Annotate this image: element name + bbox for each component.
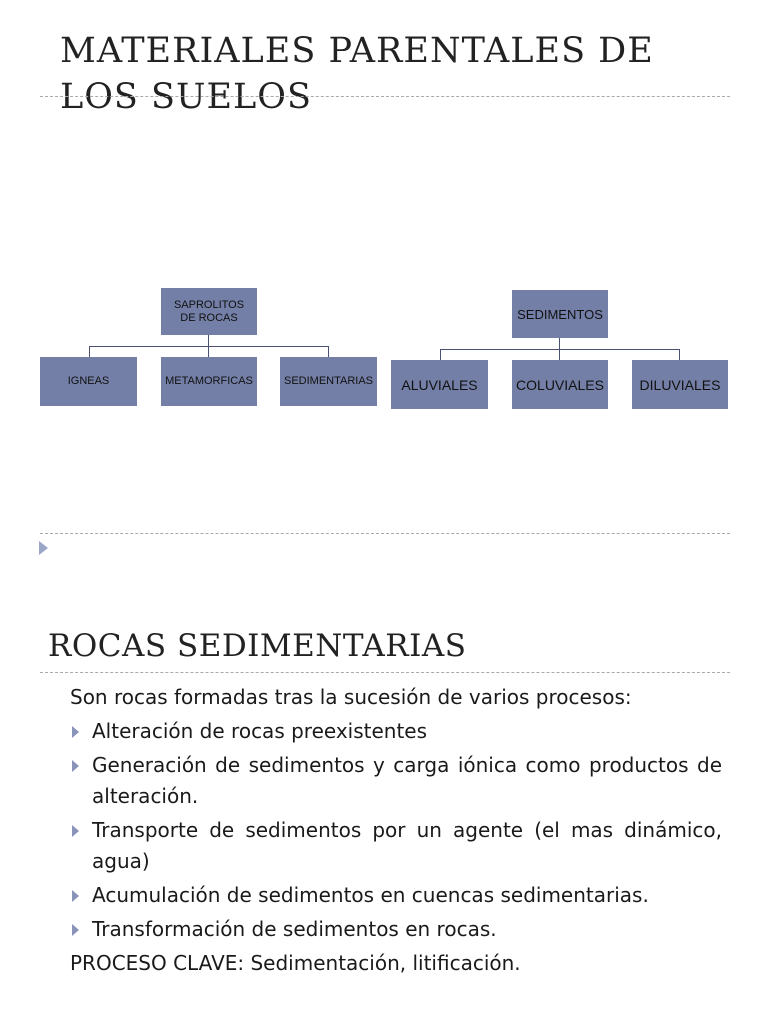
connector (559, 338, 560, 349)
node-coluviales (512, 360, 608, 409)
intro-text: Son rocas formadas tras la sucesión de varios procesos: (70, 685, 632, 709)
list-item (70, 914, 722, 945)
node-aluviales (391, 360, 488, 409)
slide-title: MATERIALES PARENTALES DE LOS SUELOS (60, 31, 654, 117)
list-item-text: Transporte de sedimentos por un agente (el mas dinámico, agua) (92, 818, 722, 873)
node-diluviales (632, 360, 728, 409)
node-label: DILUVIALES (639, 376, 721, 393)
connector (679, 349, 680, 360)
node-label: COLUVIALES (516, 376, 604, 393)
section-title: ROCAS SEDIMENTARIAS (48, 628, 467, 664)
slide-content (70, 682, 722, 979)
node-label: ALUVIALES (401, 376, 478, 393)
list-item-text: Generación de sedimentos y carga iónica como productos de alteración. (92, 753, 722, 808)
list-item-text: Transformación de sedimentos en rocas. (92, 917, 497, 941)
node-label: SEDIMENTARIAS (283, 375, 374, 387)
node-label: SEDIMENTOS (517, 306, 603, 322)
title-divider (40, 96, 730, 97)
list-item-text: Alteración de rocas preexistentes (92, 719, 428, 743)
connector (440, 349, 441, 360)
list-item (70, 880, 722, 911)
slide-footer-divider (40, 533, 730, 534)
node-metamorficas (161, 357, 257, 406)
connector (328, 346, 329, 357)
list-item (70, 750, 722, 812)
process-list (70, 716, 722, 945)
bullet-arrow-icon (72, 825, 79, 837)
connector (208, 335, 209, 346)
bullet-arrow-icon (72, 760, 79, 772)
list-item (70, 716, 722, 747)
connector (89, 346, 329, 347)
node-sedimentarias (280, 357, 377, 406)
connector (208, 346, 209, 357)
title-divider (40, 672, 730, 673)
node-label: METAMORFICAS (165, 375, 253, 387)
bullet-arrow-icon (72, 890, 79, 902)
node-igneas (40, 357, 137, 406)
closing-text: PROCESO CLAVE: Sedimentación, litificación. (70, 951, 521, 975)
node-sedimentos (512, 290, 608, 338)
connector (89, 346, 90, 357)
node-saprolitos (161, 288, 257, 335)
list-item-text: Acumulación de sedimentos en cuencas sedimentarias. (92, 883, 649, 907)
connector (559, 349, 560, 360)
node-label: IGNEAS (67, 375, 110, 387)
list-item (70, 815, 722, 877)
bullet-arrow-icon (72, 726, 79, 738)
node-label: SAPROLITOS DE ROCAS (173, 298, 245, 324)
connector (440, 349, 680, 350)
bullet-arrow-icon (72, 924, 79, 936)
empty-bullet-icon (39, 541, 48, 555)
